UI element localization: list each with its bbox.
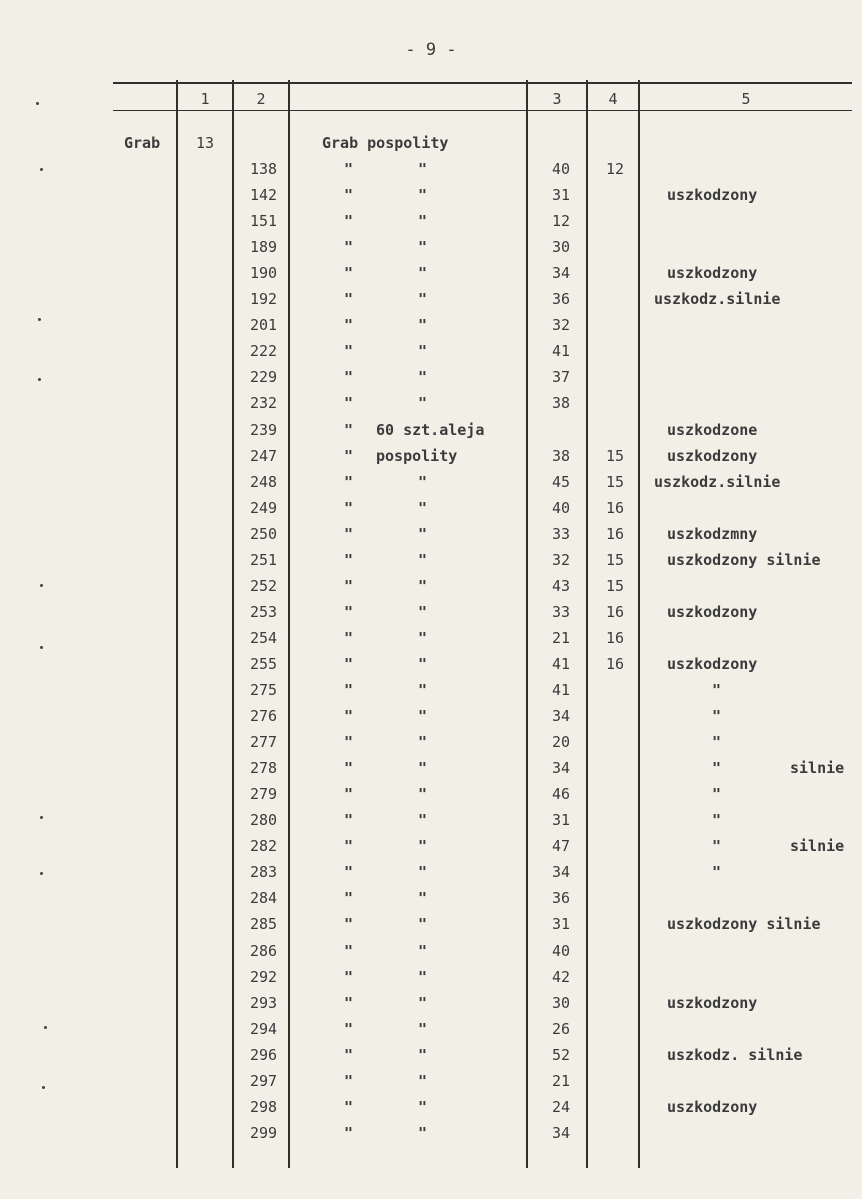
diameter-cell: 37	[552, 368, 571, 386]
diameter-cell: 41	[552, 655, 571, 673]
ditto-mark-cell: "	[344, 473, 354, 491]
species-name-cell: "	[418, 863, 428, 881]
species-name-cell: "	[418, 499, 428, 517]
margin-dot	[42, 1086, 45, 1089]
height-cell: 16	[606, 603, 625, 621]
diameter-cell: 31	[552, 915, 571, 933]
diameter-cell: 30	[552, 994, 571, 1012]
remarks-cell: uszkodzony	[667, 186, 758, 204]
remarks-cell: uszkodzony	[667, 1098, 758, 1116]
ditto-mark-cell: "	[344, 394, 354, 412]
tree-number-cell: 251	[250, 551, 278, 569]
species-name-cell: "	[418, 368, 428, 386]
diameter-cell: 31	[552, 811, 571, 829]
tree-number-cell: 232	[250, 394, 278, 412]
ditto-mark-cell: "	[344, 811, 354, 829]
remarks-cell: uszkodzony silnie	[667, 551, 821, 569]
ditto-mark-cell: "	[344, 342, 354, 360]
header-col-1: 1	[200, 90, 210, 108]
diameter-cell: 32	[552, 316, 571, 334]
diameter-cell: 41	[552, 681, 571, 699]
remarks-cell: uszkodz.silnie	[654, 290, 781, 308]
diameter-cell: 34	[552, 264, 571, 282]
species-name-cell: "	[418, 238, 428, 256]
header-col-4: 4	[608, 90, 618, 108]
species-name-cell: "	[418, 811, 428, 829]
ditto-mark-cell: "	[344, 421, 354, 439]
species-name-cell: "	[418, 264, 428, 282]
species-name-cell: "	[418, 316, 428, 334]
species-name-cell: "	[418, 733, 428, 751]
species-name-cell: "	[418, 603, 428, 621]
page-number: - 9 -	[405, 40, 457, 60]
remarks-cell: "	[712, 759, 722, 777]
species-name-cell: Grab pospolity	[322, 134, 449, 152]
ditto-mark-cell: "	[344, 499, 354, 517]
tree-number-cell: 292	[250, 968, 278, 986]
height-cell: 16	[606, 525, 625, 543]
remarks-cell: "	[712, 785, 722, 803]
species-name-cell: "	[418, 629, 428, 647]
height-cell: 15	[606, 473, 625, 491]
diameter-cell: 34	[552, 863, 571, 881]
tree-number-cell: 222	[250, 342, 278, 360]
species-name-cell: "	[418, 160, 428, 178]
tree-number-cell: 190	[250, 264, 278, 282]
ditto-mark-cell: "	[344, 238, 354, 256]
remarks-extra-cell: silnie	[790, 837, 845, 855]
tree-number-cell: 151	[250, 212, 278, 230]
header-col-3: 3	[552, 90, 562, 108]
tree-number-cell: 277	[250, 733, 278, 751]
tree-number-cell: 253	[250, 603, 278, 621]
tree-number-cell: 294	[250, 1020, 278, 1038]
margin-dot	[38, 318, 41, 321]
margin-dot	[38, 378, 41, 381]
tree-number-cell: 249	[250, 499, 278, 517]
tree-number-cell: 280	[250, 811, 278, 829]
ditto-mark-cell: "	[344, 1124, 354, 1142]
remarks-cell: uszkodz.silnie	[654, 473, 781, 491]
species-cell: Grab	[124, 134, 161, 152]
diameter-cell: 47	[552, 837, 571, 855]
tree-number-cell: 248	[250, 473, 278, 491]
column-divider-5	[586, 80, 588, 1168]
column-divider-6	[638, 80, 640, 1168]
ditto-mark-cell: "	[344, 655, 354, 673]
remarks-cell: uszkodzony	[667, 447, 758, 465]
ditto-mark-cell: "	[344, 290, 354, 308]
tree-number-cell: 201	[250, 316, 278, 334]
remarks-extra-cell: silnie	[790, 759, 845, 777]
tree-number-cell: 285	[250, 915, 278, 933]
ditto-mark-cell: "	[344, 629, 354, 647]
diameter-cell: 42	[552, 968, 571, 986]
species-name-cell: "	[418, 942, 428, 960]
remarks-cell: uszkodzony	[667, 994, 758, 1012]
tree-number-cell: 252	[250, 577, 278, 595]
header-col-2: 2	[256, 90, 266, 108]
species-name-cell: "	[418, 186, 428, 204]
remarks-cell: "	[712, 863, 722, 881]
diameter-cell: 30	[552, 238, 571, 256]
diameter-cell: 34	[552, 759, 571, 777]
ditto-mark-cell: "	[344, 707, 354, 725]
tree-number-cell: 283	[250, 863, 278, 881]
tree-number-cell: 275	[250, 681, 278, 699]
diameter-cell: 31	[552, 186, 571, 204]
species-name-cell: "	[418, 759, 428, 777]
ditto-mark-cell: "	[344, 837, 354, 855]
ditto-mark-cell: "	[344, 1020, 354, 1038]
ditto-mark-cell: "	[344, 264, 354, 282]
tree-number-cell: 286	[250, 942, 278, 960]
height-cell: 15	[606, 447, 625, 465]
species-name-cell: "	[418, 1046, 428, 1064]
remarks-cell: uszkodzmny	[667, 525, 758, 543]
diameter-cell: 26	[552, 1020, 571, 1038]
tree-number-cell: 192	[250, 290, 278, 308]
species-name-cell: "	[418, 994, 428, 1012]
species-name-cell: "	[418, 577, 428, 595]
species-name-cell: "	[418, 915, 428, 933]
diameter-cell: 24	[552, 1098, 571, 1116]
height-cell: 16	[606, 499, 625, 517]
tree-number-cell: 142	[250, 186, 278, 204]
column-divider-4	[526, 80, 528, 1168]
diameter-cell: 34	[552, 707, 571, 725]
remarks-cell: uszkodzony	[667, 603, 758, 621]
diameter-cell: 32	[552, 551, 571, 569]
header-col-5: 5	[741, 90, 751, 108]
ditto-mark-cell: "	[344, 785, 354, 803]
ditto-mark-cell: "	[344, 316, 354, 334]
diameter-cell: 33	[552, 525, 571, 543]
ditto-mark-cell: "	[344, 1046, 354, 1064]
ditto-mark-cell: "	[344, 759, 354, 777]
species-name-cell: "	[418, 1124, 428, 1142]
column-divider-3	[288, 80, 290, 1168]
diameter-cell: 41	[552, 342, 571, 360]
species-name-cell: "	[418, 473, 428, 491]
tree-number-cell: 282	[250, 837, 278, 855]
diameter-cell: 46	[552, 785, 571, 803]
diameter-cell: 40	[552, 942, 571, 960]
species-name-cell: 60 szt.aleja	[376, 421, 485, 439]
species-name-cell: "	[418, 837, 428, 855]
species-name-cell: "	[418, 785, 428, 803]
header-rule-top	[113, 82, 852, 84]
tree-number-cell: 276	[250, 707, 278, 725]
margin-dot	[44, 1026, 47, 1029]
species-name-cell: "	[418, 551, 428, 569]
column-divider-2	[232, 80, 234, 1168]
tree-number-cell: 299	[250, 1124, 278, 1142]
ditto-mark-cell: "	[344, 915, 354, 933]
count-cell: 13	[196, 134, 215, 152]
species-name-cell: "	[418, 342, 428, 360]
margin-dot	[40, 584, 43, 587]
species-name-cell: "	[418, 212, 428, 230]
diameter-cell: 21	[552, 1072, 571, 1090]
margin-dot	[40, 646, 43, 649]
species-name-cell: "	[418, 394, 428, 412]
remarks-cell: uszkodz. silnie	[667, 1046, 803, 1064]
remarks-cell: "	[712, 733, 722, 751]
ditto-mark-cell: "	[344, 681, 354, 699]
margin-dot	[40, 168, 43, 171]
diameter-cell: 36	[552, 290, 571, 308]
species-name-cell: "	[418, 681, 428, 699]
tree-number-cell: 298	[250, 1098, 278, 1116]
ditto-mark-cell: "	[344, 160, 354, 178]
height-cell: 15	[606, 577, 625, 595]
margin-dot	[40, 872, 43, 875]
column-divider-1	[176, 80, 178, 1168]
ditto-mark-cell: "	[344, 1098, 354, 1116]
species-name-cell: "	[418, 1020, 428, 1038]
diameter-cell: 38	[552, 447, 571, 465]
remarks-cell: uszkodzony	[667, 264, 758, 282]
tree-number-cell: 247	[250, 447, 278, 465]
tree-number-cell: 284	[250, 889, 278, 907]
diameter-cell: 52	[552, 1046, 571, 1064]
remarks-cell: "	[712, 811, 722, 829]
tree-number-cell: 189	[250, 238, 278, 256]
ditto-mark-cell: "	[344, 942, 354, 960]
remarks-cell: uszkodzone	[667, 421, 758, 439]
diameter-cell: 33	[552, 603, 571, 621]
ditto-mark-cell: "	[344, 525, 354, 543]
tree-number-cell: 250	[250, 525, 278, 543]
tree-number-cell: 138	[250, 160, 278, 178]
ditto-mark-cell: "	[344, 889, 354, 907]
tree-number-cell: 239	[250, 421, 278, 439]
diameter-cell: 43	[552, 577, 571, 595]
ditto-mark-cell: "	[344, 447, 354, 465]
ditto-mark-cell: "	[344, 212, 354, 230]
species-name-cell: "	[418, 290, 428, 308]
remarks-cell: "	[712, 837, 722, 855]
tree-number-cell: 254	[250, 629, 278, 647]
diameter-cell: 40	[552, 160, 571, 178]
diameter-cell: 40	[552, 499, 571, 517]
ditto-mark-cell: "	[344, 1072, 354, 1090]
species-name-cell: "	[418, 1098, 428, 1116]
ditto-mark-cell: "	[344, 863, 354, 881]
species-name-cell: "	[418, 1072, 428, 1090]
species-name-cell: "	[418, 889, 428, 907]
tree-number-cell: 279	[250, 785, 278, 803]
ditto-mark-cell: "	[344, 577, 354, 595]
remarks-cell: "	[712, 681, 722, 699]
ditto-mark-cell: "	[344, 994, 354, 1012]
margin-dot	[40, 816, 43, 819]
diameter-cell: 38	[552, 394, 571, 412]
ditto-mark-cell: "	[344, 368, 354, 386]
tree-number-cell: 229	[250, 368, 278, 386]
diameter-cell: 36	[552, 889, 571, 907]
diameter-cell: 20	[552, 733, 571, 751]
diameter-cell: 34	[552, 1124, 571, 1142]
diameter-cell: 21	[552, 629, 571, 647]
ditto-mark-cell: "	[344, 968, 354, 986]
species-name-cell: "	[418, 707, 428, 725]
species-name-cell: pospolity	[376, 447, 458, 465]
species-name-cell: "	[418, 968, 428, 986]
ditto-mark-cell: "	[344, 186, 354, 204]
tree-number-cell: 296	[250, 1046, 278, 1064]
species-name-cell: "	[418, 655, 428, 673]
species-name-cell: "	[418, 525, 428, 543]
ditto-mark-cell: "	[344, 603, 354, 621]
header-rule-bottom	[113, 110, 852, 111]
diameter-cell: 45	[552, 473, 571, 491]
tree-number-cell: 297	[250, 1072, 278, 1090]
diameter-cell: 12	[552, 212, 571, 230]
height-cell: 15	[606, 551, 625, 569]
tree-number-cell: 278	[250, 759, 278, 777]
ditto-mark-cell: "	[344, 733, 354, 751]
tree-number-cell: 255	[250, 655, 278, 673]
remarks-cell: uszkodzony silnie	[667, 915, 821, 933]
height-cell: 16	[606, 655, 625, 673]
remarks-cell: "	[712, 707, 722, 725]
tree-number-cell: 293	[250, 994, 278, 1012]
height-cell: 16	[606, 629, 625, 647]
ditto-mark-cell: "	[344, 551, 354, 569]
margin-dot	[36, 102, 39, 105]
remarks-cell: uszkodzony	[667, 655, 758, 673]
height-cell: 12	[606, 160, 625, 178]
